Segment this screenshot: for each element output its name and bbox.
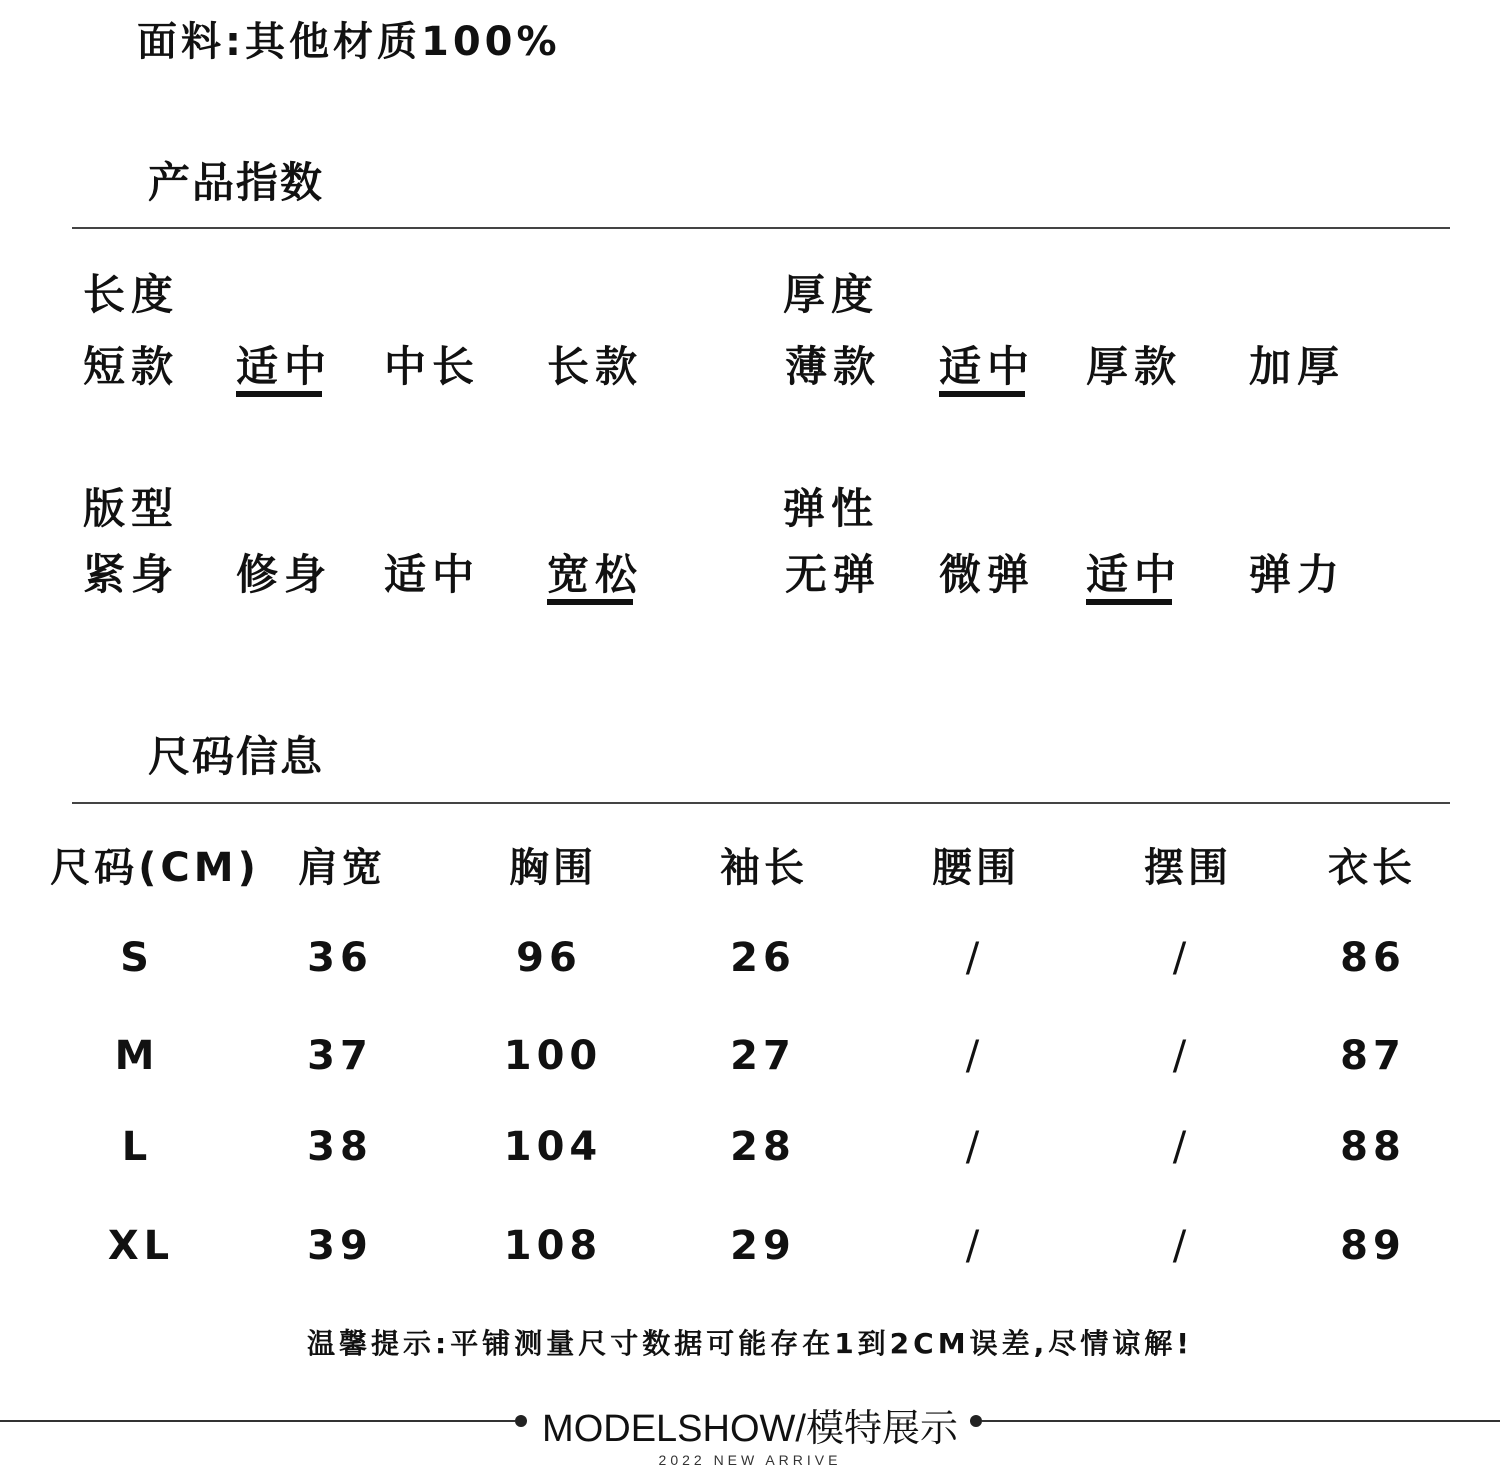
size-cell: 88 [1340,1124,1406,1170]
size-cell: 89 [1340,1223,1406,1269]
size-header-cell: 袖长 [720,845,808,891]
size-cell: / [1172,1033,1192,1079]
index-option-selected: 适中 [1086,542,1182,602]
size-info-title: 尺码信息 [148,732,325,781]
size-cell: / [1172,1124,1192,1170]
size-info-divider [72,802,1450,804]
product-index-title: 产品指数 [148,158,325,207]
index-option: 短款 [83,342,180,391]
size-cell: / [965,1033,985,1079]
size-cell: 86 [1340,935,1406,981]
index-option: 长款 [547,342,644,391]
size-header-cell: 胸围 [509,845,597,891]
size-cell: 100 [503,1033,603,1079]
index-option-selected: 宽松 [547,542,643,602]
size-header-cell: 衣长 [1328,845,1416,891]
measurement-tip: 温馨提示:平铺测量尺寸数据可能存在1到2CM误差,尽情谅解! [307,1327,1193,1360]
size-cell: 87 [1340,1033,1406,1079]
index-group-title: 厚度 [783,270,880,319]
index-option-selected: 适中 [236,334,332,394]
size-cell: / [1172,935,1192,981]
size-cell: L [121,1124,153,1170]
size-cell: / [965,1124,985,1170]
size-cell: 104 [503,1124,603,1170]
index-option-selected: 适中 [939,334,1035,394]
index-option: 弹力 [1249,550,1346,599]
size-cell: 28 [730,1124,796,1170]
modelshow-right-dot [970,1415,982,1427]
index-option: 无弹 [785,550,882,599]
index-option: 修身 [236,550,333,599]
modelshow-subtitle: 2022 NEW ARRIVE [658,1452,842,1468]
size-cell: 26 [730,935,796,981]
index-group-title: 版型 [83,484,180,533]
size-cell: 96 [516,935,582,981]
size-cell: 29 [730,1223,796,1269]
size-cell: M [114,1033,160,1079]
index-group-elasticity [783,476,1423,616]
product-index-divider [72,227,1450,229]
index-group-thickness [783,262,1423,402]
index-group-title: 弹性 [783,484,880,533]
index-option: 适中 [384,550,481,599]
index-option: 紧身 [83,550,180,599]
size-cell: XL [107,1223,175,1269]
size-cell: / [1172,1223,1192,1269]
size-cell: 39 [307,1223,373,1269]
size-cell: 108 [503,1223,603,1269]
size-cell: 36 [307,935,373,981]
size-cell: 38 [307,1124,373,1170]
size-header-cell: 肩宽 [298,845,386,891]
modelshow-heading: MODELSHOW/模特展示 [542,1408,958,1450]
size-cell: 27 [730,1033,796,1079]
index-option: 厚款 [1086,342,1183,391]
size-header-cell: 尺码(CM) [50,845,260,891]
index-group-title: 长度 [83,270,180,319]
index-option: 加厚 [1249,342,1346,391]
index-option: 中长 [384,342,481,391]
size-header-cell: 腰围 [932,845,1020,891]
index-option: 薄款 [785,342,882,391]
size-cell: / [965,935,985,981]
index-option: 微弹 [939,550,1036,599]
size-header-cell: 摆围 [1144,845,1232,891]
modelshow-right-line [982,1420,1500,1422]
fabric-info: 面料:其他材质100% [137,19,561,65]
size-cell: S [120,935,154,981]
size-cell: / [965,1223,985,1269]
index-group-fit [83,476,723,616]
size-cell: 37 [307,1033,373,1079]
index-group-length [83,262,723,402]
